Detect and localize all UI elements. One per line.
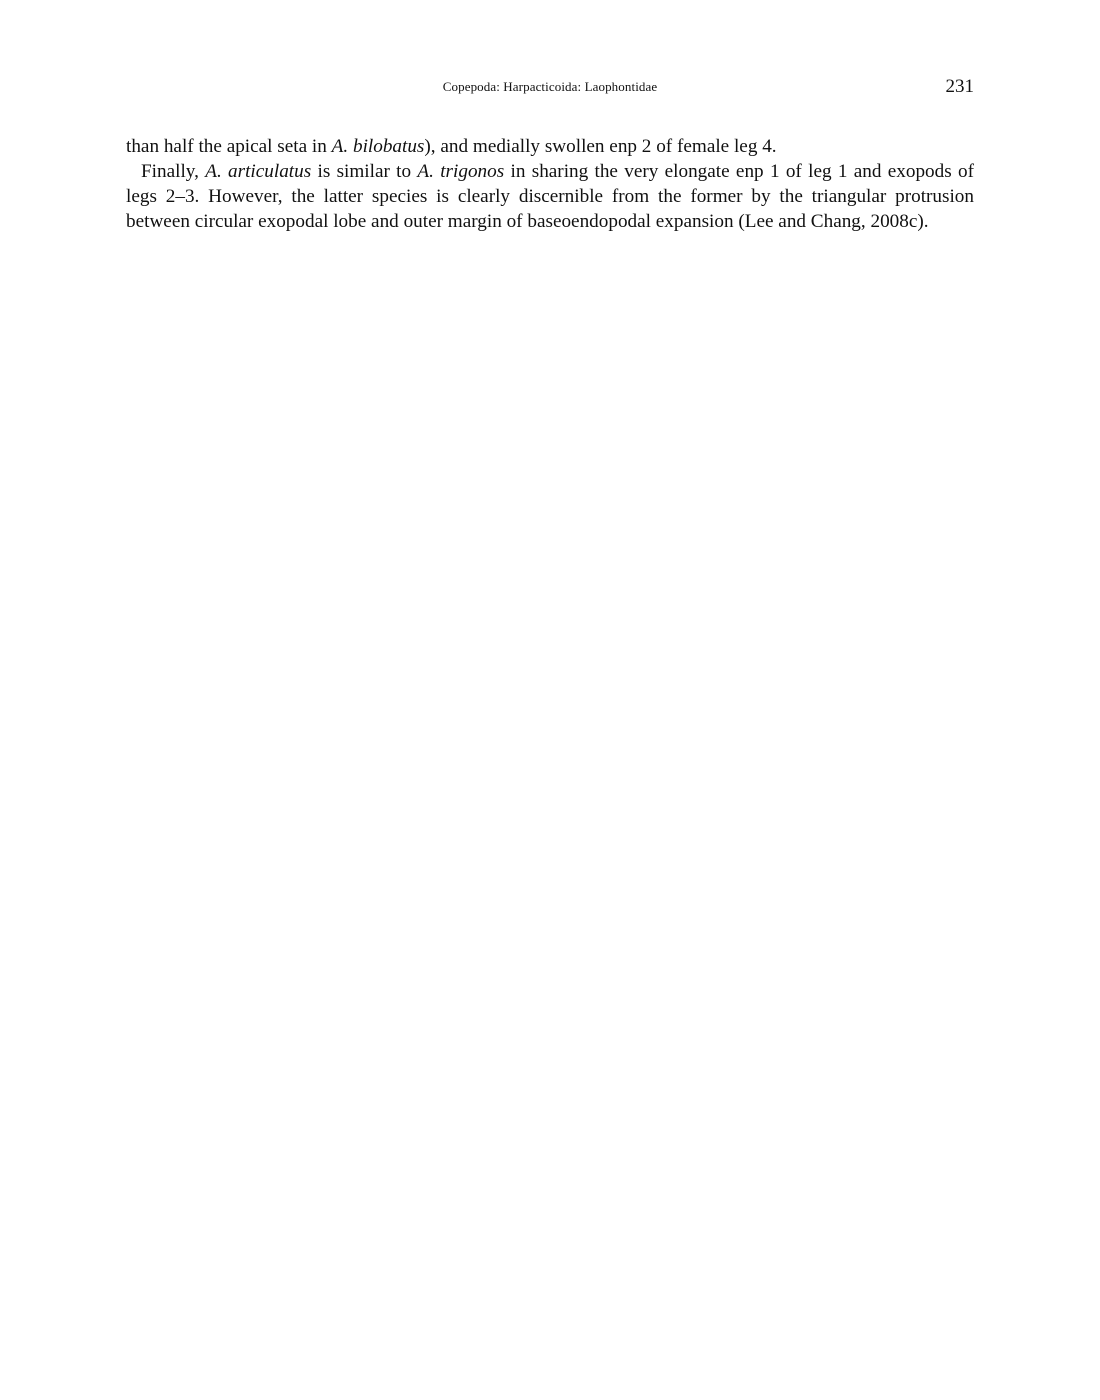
running-title: Copepoda: Harpacticoida: Laophontidae xyxy=(442,79,658,94)
paragraph-continued xyxy=(126,134,974,159)
running-header xyxy=(126,76,974,100)
page-number: 231 xyxy=(945,76,974,97)
species-name: A. trigonos xyxy=(417,161,505,182)
text-segment: is similar to xyxy=(311,161,418,182)
species-name: A. articulatus xyxy=(205,161,312,182)
text-segment: Finally, xyxy=(141,161,206,182)
text-segment: in sharing the very elongate enp 1 of leg 1 and exopods of legs 2–3. However, the latter species is clearly discernible from the former by the triangular protrusion between circular exopodal lobe and outer margin of baseoendopodal expansion (Lee and Chang, 2008c). xyxy=(126,161,974,232)
species-name: A. bilobatus xyxy=(331,136,425,157)
text-segment: ), and medially swollen enp 2 of female leg 4. xyxy=(424,136,777,157)
text-segment: than half the apical seta in xyxy=(126,136,332,157)
body-text xyxy=(126,134,974,234)
paragraph-comparison xyxy=(126,159,974,234)
